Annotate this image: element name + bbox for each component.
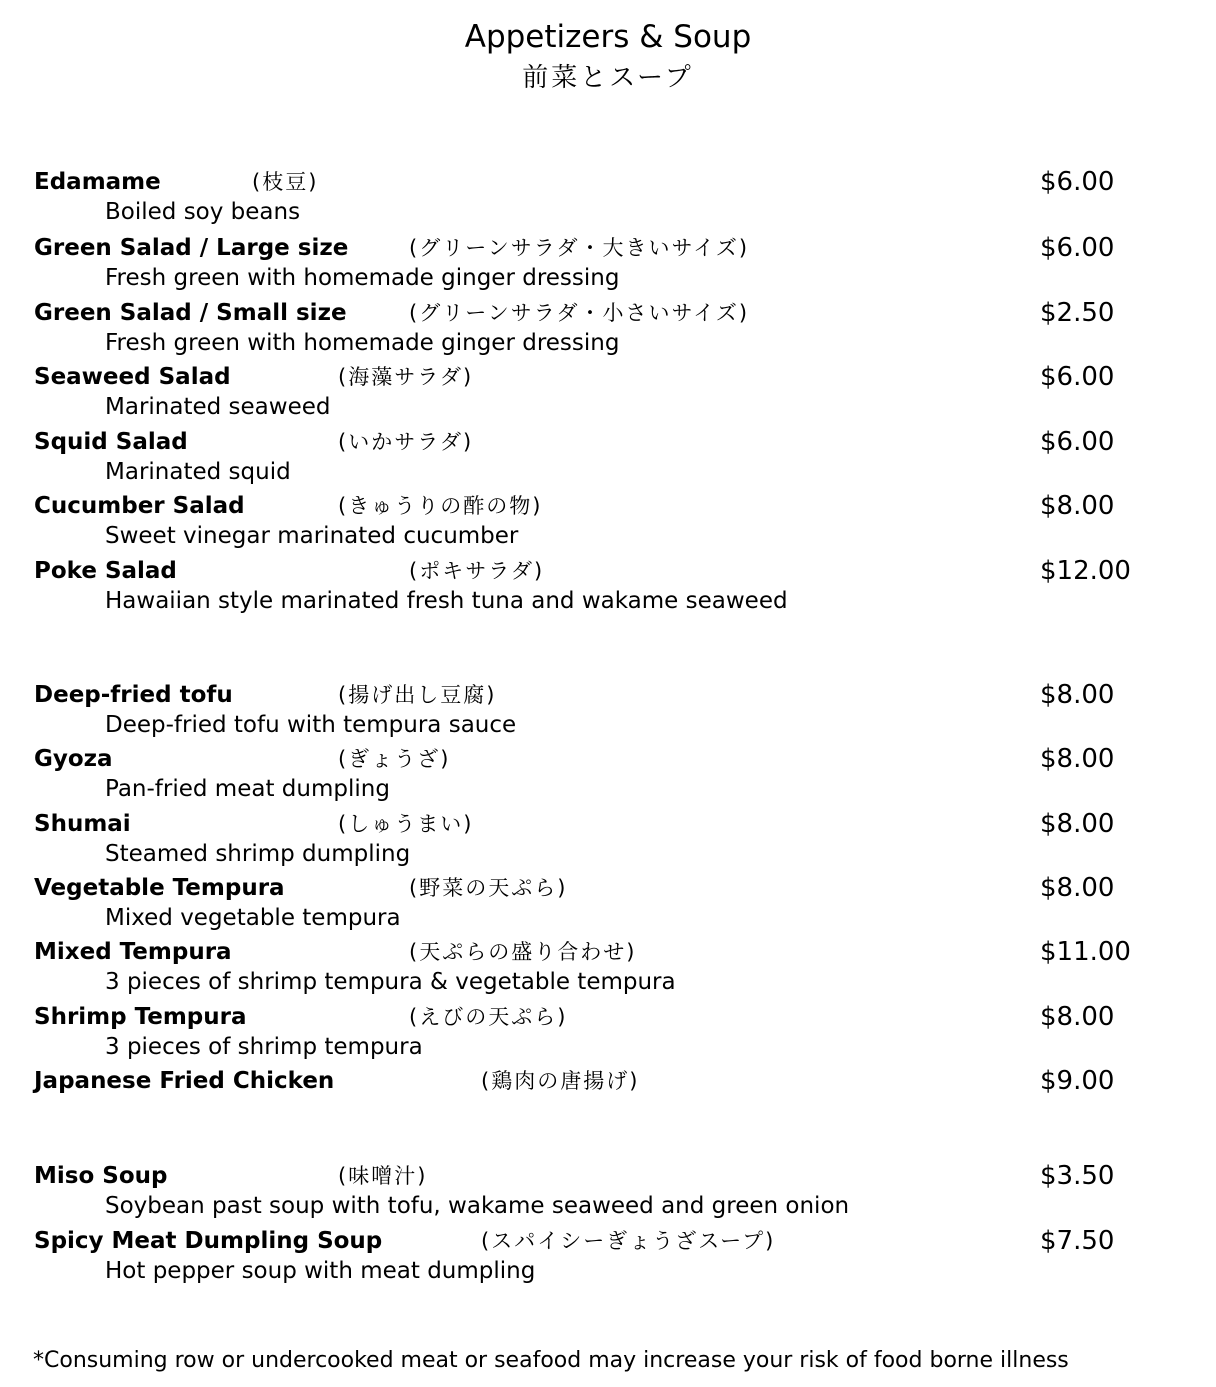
item-price: $6.00: [1040, 427, 1115, 457]
item-japanese-name: (天ぷらの盛り合わせ): [409, 940, 637, 964]
menu-item-mixed-tempura: [0, 937, 1216, 999]
item-name: Poke Salad: [34, 558, 177, 584]
item-japanese-name: (海藻サラダ): [338, 365, 474, 389]
item-price: $6.00: [1040, 362, 1115, 392]
item-name: Edamame: [34, 169, 161, 195]
item-description: Marinated squid: [105, 459, 291, 485]
item-description: Sweet vinegar marinated cucumber: [105, 523, 519, 549]
item-name: Cucumber Salad: [34, 493, 245, 519]
menu-item-miso-soup: [0, 1161, 1216, 1223]
menu-item-green-salad-small: [0, 298, 1216, 360]
menu-item-deep-fried-tofu: [0, 680, 1216, 742]
item-price: $9.00: [1040, 1066, 1115, 1096]
menu-item-gyoza: [0, 744, 1216, 806]
menu-item-shrimp-tempura: [0, 1002, 1216, 1064]
item-name: Vegetable Tempura: [34, 875, 285, 901]
item-description: Mixed vegetable tempura: [105, 905, 401, 931]
item-price: $8.00: [1040, 491, 1115, 521]
menu-item-poke-salad: [0, 556, 1216, 618]
item-japanese-name: (えびの天ぷら): [409, 1005, 568, 1029]
item-japanese-name: (いかサラダ): [338, 430, 474, 454]
item-description: Pan-fried meat dumpling: [105, 776, 390, 802]
item-name: Squid Salad: [34, 429, 188, 455]
menu-header: [0, 16, 1216, 98]
item-japanese-name: (鶏肉の唐揚げ): [481, 1069, 640, 1093]
item-description: Steamed shrimp dumpling: [105, 841, 411, 867]
menu-item-vegetable-tempura: [0, 873, 1216, 935]
item-name: Spicy Meat Dumpling Soup: [34, 1228, 383, 1254]
item-price: $8.00: [1040, 873, 1115, 903]
item-name: Green Salad / Small size: [34, 300, 347, 326]
item-name: Gyoza: [34, 746, 113, 772]
menu-item-cucumber-salad: [0, 491, 1216, 553]
item-name: Seaweed Salad: [34, 364, 231, 390]
item-description: Marinated seaweed: [105, 394, 331, 420]
footnote-warning: *Consuming row or undercooked meat or seafood may increase your risk of food borne illness: [33, 1348, 1069, 1373]
item-name: Japanese Fried Chicken: [34, 1068, 335, 1094]
menu-item-spicy-meat-dumpling-soup: [0, 1226, 1216, 1288]
menu-item-green-salad-large: [0, 233, 1216, 295]
item-name: Shumai: [34, 811, 131, 837]
page-title-japanese: 前菜とスープ: [522, 63, 694, 93]
item-japanese-name: (グリーンサラダ・小さいサイズ): [409, 301, 750, 325]
item-japanese-name: (ぎょうざ): [338, 747, 451, 771]
item-price: $8.00: [1040, 809, 1115, 839]
item-japanese-name: (味噌汁): [338, 1164, 428, 1188]
item-description: Hawaiian style marinated fresh tuna and wakame seaweed: [105, 588, 788, 614]
item-name: Deep-fried tofu: [34, 682, 233, 708]
menu-item-shumai: [0, 809, 1216, 871]
item-name: Shrimp Tempura: [34, 1004, 247, 1030]
item-price: $11.00: [1040, 937, 1131, 967]
item-name: Mixed Tempura: [34, 939, 232, 965]
item-description: 3 pieces of shrimp tempura & vegetable tempura: [105, 969, 676, 995]
item-japanese-name: (グリーンサラダ・大きいサイズ): [409, 236, 750, 260]
item-description: Fresh green with homemade ginger dressing: [105, 330, 620, 356]
page-title: Appetizers & Soup: [464, 19, 752, 55]
item-description: 3 pieces of shrimp tempura: [105, 1034, 423, 1060]
item-price: $3.50: [1040, 1161, 1115, 1191]
item-japanese-name: (枝豆): [252, 170, 319, 194]
item-description: Hot pepper soup with meat dumpling: [105, 1258, 536, 1284]
item-price: $6.00: [1040, 167, 1115, 197]
item-japanese-name: (野菜の天ぷら): [409, 876, 568, 900]
item-price: $8.00: [1040, 680, 1115, 710]
menu-item-squid-salad: [0, 427, 1216, 489]
item-japanese-name: (ポキサラダ): [409, 559, 545, 583]
item-price: $6.00: [1040, 233, 1115, 263]
menu-item-japanese-fried-chicken: [0, 1066, 1216, 1128]
item-price: $2.50: [1040, 298, 1115, 328]
item-price: $8.00: [1040, 1002, 1115, 1032]
item-japanese-name: (きゅうりの酢の物): [338, 494, 543, 518]
item-price: $12.00: [1040, 556, 1131, 586]
item-price: $7.50: [1040, 1226, 1115, 1256]
item-japanese-name: (スパイシーぎょうざスープ): [481, 1229, 776, 1253]
item-japanese-name: (揚げ出し豆腐): [338, 683, 497, 707]
item-description: Fresh green with homemade ginger dressing: [105, 265, 620, 291]
item-name: Green Salad / Large size: [34, 235, 349, 261]
item-price: $8.00: [1040, 744, 1115, 774]
item-description: Soybean past soup with tofu, wakame seaweed and green onion: [105, 1193, 850, 1219]
item-japanese-name: (しゅうまい): [338, 812, 474, 836]
menu-item-seaweed-salad: [0, 362, 1216, 424]
item-name: Miso Soup: [34, 1163, 168, 1189]
item-description: Deep-fried tofu with tempura sauce: [105, 712, 517, 738]
item-description: Boiled soy beans: [105, 199, 301, 225]
menu-item-edamame: [0, 167, 1216, 229]
